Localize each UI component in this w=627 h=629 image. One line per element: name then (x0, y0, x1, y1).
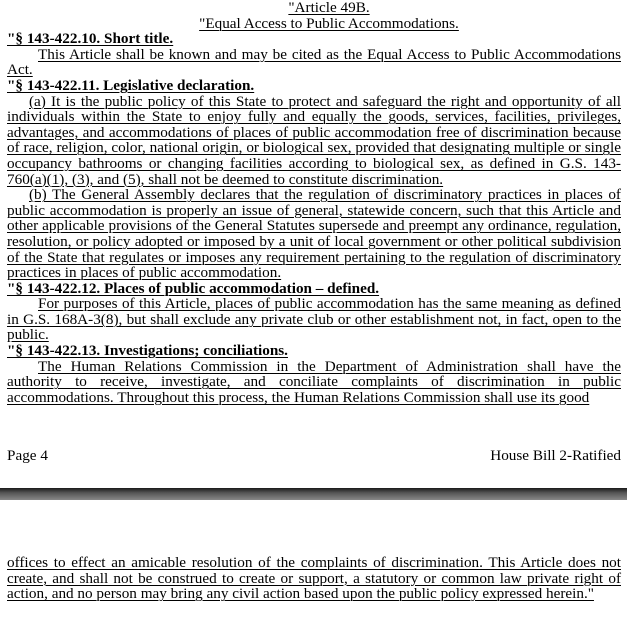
page-break-divider (0, 488, 627, 500)
continuation-paragraph: offices to effect an amicable resolution of the complaints of discrimination. This Article does not create, and shall not be construed to create or support, a statutory or common law private right of action, and no person may bring any civil action based upon the public policy expressed herein." (7, 554, 621, 603)
page-footer (7, 447, 621, 465)
section-heading-legislative-declaration: "§ 143-422.11. Legislative declaration. (7, 76, 255, 94)
page-4-body (7, 0, 621, 405)
article-number: "Article 49B. (288, 0, 370, 16)
article-title: "Equal Access to Public Accommodations. (199, 14, 459, 32)
section-paragraph: For purposes of this Article, places of public accommodation has the same meaning as defined in G.S. 168A-3(8), but shall exclude any private club or other establishment not, in fact, open to the public. (7, 295, 621, 344)
page-number: Page 4 (7, 447, 48, 464)
section-paragraph: This Article shall be known and may be cited as the Equal Access to Public Accommodations Act. (7, 45, 621, 79)
section-paragraph-a: (a) It is the public policy of this State to protect and safeguard the right and opportunity of all individuals within the State to enjoy fully and equally the goods, services, facilities, privileges, advantages, and accommodations of places of public accommodation free of discrimination because of race, religion, color, national origin, or biological sex, provided that designating multiple or single occupancy bathrooms or changing facilities according to biological sex, as defined in G.S. 143-760(a)(1), (3), and (5), shall not be deemed to constitute discrimination. (7, 92, 621, 188)
page-5-body (7, 555, 621, 602)
section-paragraph-b: (b) The General Assembly declares that the regulation of discriminatory practices in places of public accommodation is properly an issue of general, statewide concern, such that this Article and other applicable provisions of the General Statutes supersede and preempt any ordinance, regulation, resolution, or policy adopted or imposed by a unit of local government or other political subdivision of the State that regulates or imposes any requirement pertaining to the regulation of discriminatory practices in places of public accommodation. (7, 186, 621, 282)
bill-label: House Bill 2-Ratified (490, 447, 621, 464)
section-heading-places-defined: "§ 143-422.12. Places of public accommodation – defined. (7, 279, 380, 297)
section-paragraph: The Human Relations Commission in the Department of Administration shall have the authority to receive, investigate, and conciliate complaints of discrimination in public accommodations. Throughout this process, the Human Relations Commission shall use its good (7, 357, 621, 406)
section-heading-investigations: "§ 143-422.13. Investigations; conciliations. (7, 342, 288, 360)
section-heading-short-title: "§ 143-422.10. Short title. (7, 30, 174, 48)
